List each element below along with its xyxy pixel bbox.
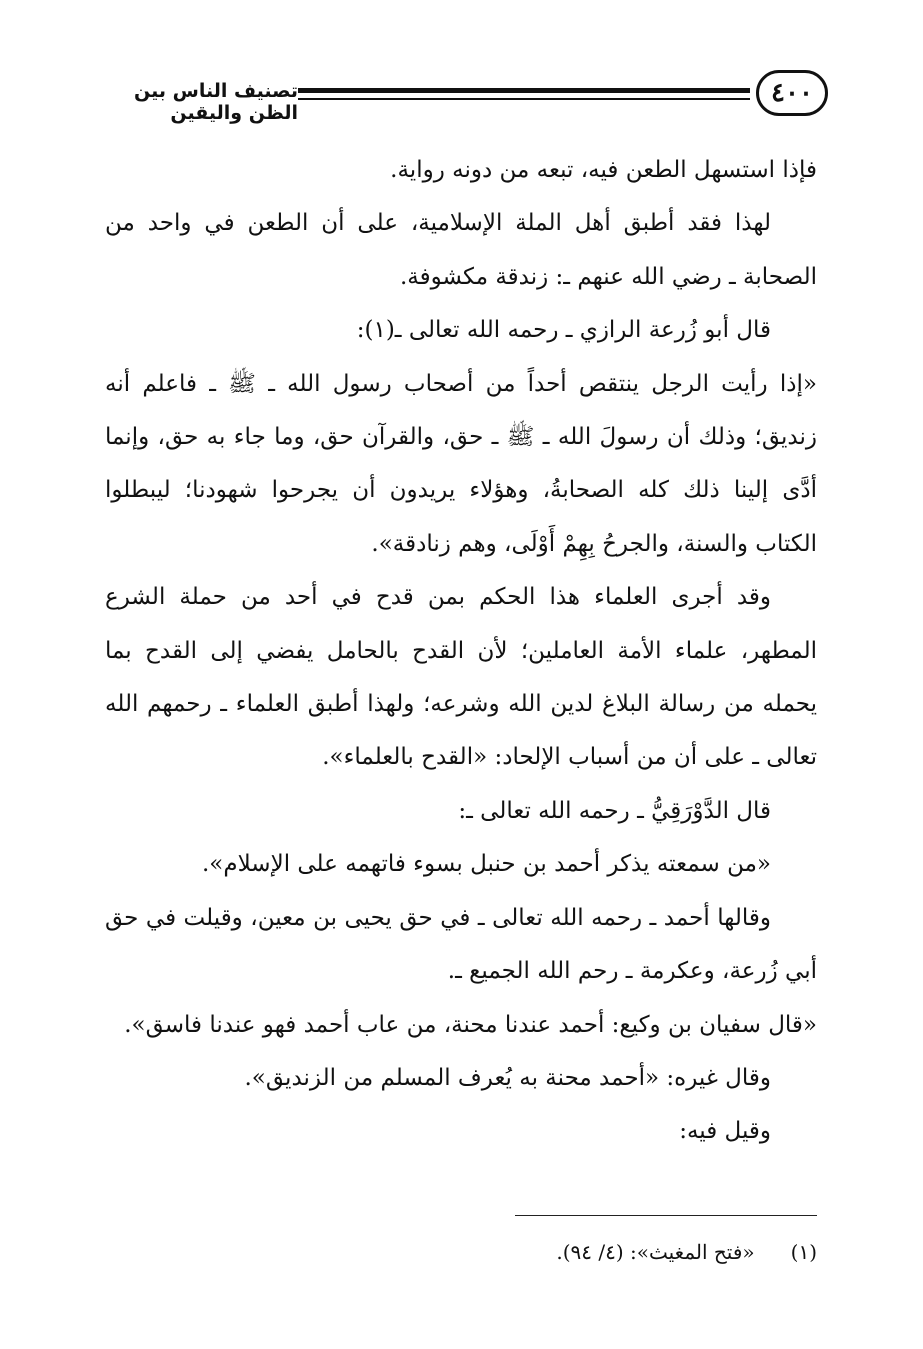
paragraph: قال الدَّوْرَقِيُّ ـ رحمه الله تعالى ـ: bbox=[458, 797, 771, 824]
paragraph: وقالها أحمد ـ رحمه الله تعالى ـ في حق يحيى بن معين، وقيلت في حق أبي زُرعة، وعكرمة ـ رحم الله الجميع ـ. bbox=[105, 904, 817, 985]
paragraph: لهذا فقد أطبق أهل الملة الإسلامية، على أن الطعن في واحد من الصحابة ـ رضي الله عنهم ـ: زندقة مكشوفة. bbox=[105, 210, 817, 290]
running-title: تصنيف الناس بين الظن واليقين bbox=[134, 80, 298, 124]
header-rule-thin bbox=[298, 98, 750, 100]
paragraph: وقال غيره: «أحمد محنة به يُعرف المسلم من الزنديق». bbox=[244, 1064, 771, 1091]
header-rule-thick bbox=[298, 88, 750, 93]
paragraph: فإذا استسهل الطعن فيه، تبعه من دونه رواية. bbox=[390, 157, 817, 183]
quote-paragraph: «قال سفيان بن وكيع: أحمد عندنا محنة، من عاب أحمد فهو عندنا فاسق». bbox=[124, 1011, 817, 1038]
page-header bbox=[88, 62, 828, 132]
page-body bbox=[105, 144, 817, 1159]
footnote-separator bbox=[515, 1215, 817, 1216]
paragraph: وقد أجرى العلماء هذا الحكم بمن قدح في أحد من حملة الشرع المطهر، علماء الأمة العاملين؛ لأن القدح بالحامل يفضي إلى القدح بما يحمله من رسالة البلاغ لدين الله وشرعه؛ ولهذا أطبق العلماء ـ رحمهم الله تعالى ـ على أن من أسباب الإلحاد: «القدح بالعلماء». bbox=[105, 584, 817, 771]
quote-paragraph: «إذا رأيت الرجل ينتقص أحداً من أصحاب رسول الله ـ ﷺ ـ فاعلم أنه زنديق؛ وذلك أن رسولَ الله ـ ﷺ ـ حق، والقرآن حق، وما جاء به حق، وإنما أدَّى إلينا ذلك كله الصحابةُ، وهؤلاء يريدون أن يجرحوا شهودنا؛ ليبطلوا الكتاب والسنة، والجرحُ بِهِمْ أَوْلَى، وهم زنادقة». bbox=[105, 370, 817, 557]
paragraph: وقيل فيه: bbox=[679, 1118, 771, 1145]
footnote-text: «فتح المغيث»: (٤/ ٩٤). bbox=[556, 1240, 755, 1264]
paragraph: قال أبو زُرعة الرازي ـ رحمه الله تعالى ـ(١): bbox=[356, 317, 771, 344]
footnote bbox=[300, 1232, 817, 1272]
footnote-number: (١) bbox=[790, 1240, 817, 1264]
page-number: ٤٠٠ bbox=[756, 70, 828, 116]
quote-paragraph: «من سمعته يذكر أحمد بن حنبل بسوء فاتهمه على الإسلام». bbox=[201, 851, 771, 878]
